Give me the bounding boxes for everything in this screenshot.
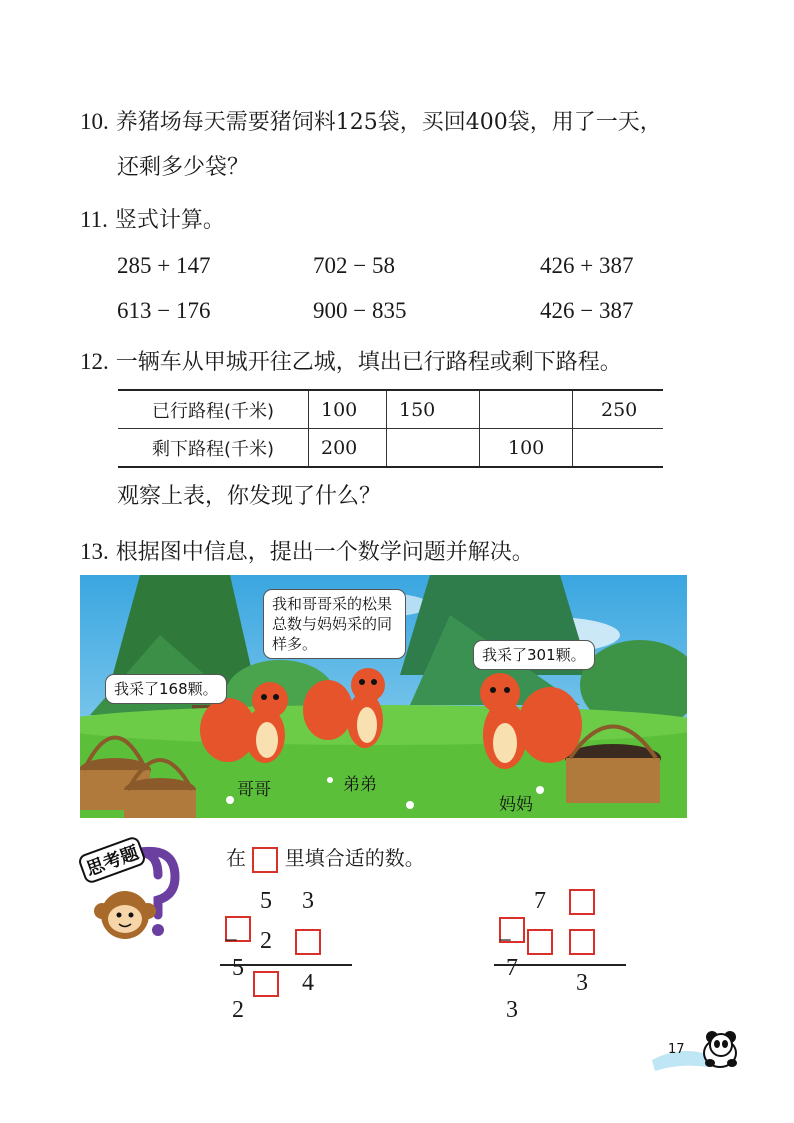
digit: 7 (506, 955, 518, 982)
left-subtraction (220, 888, 360, 1024)
q11-heading (80, 205, 225, 236)
row-head-remaining: 剩下路程(千米) (118, 429, 309, 468)
digit: 5 (232, 955, 244, 982)
table-cell: 100 (309, 390, 387, 429)
q11-expr-4: 613 − 176 (117, 298, 211, 323)
panda-icon (650, 1015, 750, 1075)
digit: 3 (576, 970, 588, 996)
q12-title: 一辆车从甲城开往乙城，填出已行路程或剩下路程。 (115, 350, 622, 375)
think-instruction (226, 843, 425, 873)
q11-expr-2: 702 − 58 (313, 253, 395, 278)
q13-number: 13. (80, 539, 109, 564)
q11-expr-6: 426 − 387 (540, 298, 634, 323)
table-cell: 250 (573, 390, 664, 429)
label-didi: 弟弟 (343, 775, 377, 795)
row-head-traveled: 已行路程(千米) (118, 390, 309, 429)
q11-number: 11. (80, 207, 108, 232)
q13-title: 根据图中信息，提出一个数学问题并解决。 (115, 540, 534, 565)
table-cell (480, 390, 573, 429)
route-table (118, 389, 663, 468)
table-cell (387, 429, 480, 468)
minus-sign: − (498, 928, 512, 954)
label-gege: 哥哥 (237, 780, 271, 800)
think-badge-label: 思考题 (77, 835, 147, 885)
q10-line1: 养猪场每天需要猪饲料125袋，买回400袋，用了一天， (115, 110, 662, 135)
q12-number: 12. (80, 349, 109, 374)
answer-box[interactable] (569, 929, 595, 955)
q10-number: 10. (80, 109, 109, 134)
answer-box[interactable] (569, 889, 595, 915)
left-bottom-row (220, 970, 360, 1024)
right-mid-row (494, 928, 634, 982)
table-row (118, 390, 663, 429)
answer-box[interactable] (253, 971, 279, 997)
speech-bubble-didi: 我和哥哥采的松果总数与妈妈采的同样多。 (263, 589, 406, 659)
instruction-pre: 在 (226, 846, 246, 870)
q12-heading (80, 347, 622, 378)
q10 (80, 107, 662, 138)
digit: 5 (260, 888, 272, 914)
table-cell: 150 (387, 390, 480, 429)
minus-sign: − (224, 928, 238, 954)
digit: 4 (302, 970, 314, 996)
instruction-post: 里填合适的数。 (284, 846, 425, 870)
answer-box[interactable] (527, 929, 553, 955)
page-number: 17 (668, 1042, 685, 1057)
speech-bubble-mama: 我采了301颗。 (473, 640, 595, 670)
digit: 3 (302, 888, 314, 914)
think-badge (80, 842, 200, 945)
q12-followup: 观察上表，你发现了什么？ (117, 484, 382, 509)
squirrel-illustration (80, 575, 687, 818)
digit: 2 (232, 997, 244, 1024)
table-cell: 100 (480, 429, 573, 468)
right-bottom-row (494, 970, 634, 1023)
speech-bubble-gege: 我采了168颗。 (105, 674, 227, 704)
answer-box[interactable] (295, 929, 321, 955)
q11-expr-1: 285 + 147 (117, 253, 211, 278)
left-top-row (220, 888, 360, 922)
table-row (118, 429, 663, 468)
table-cell (573, 429, 664, 468)
page-number-area (650, 1015, 750, 1075)
digit: 3 (506, 997, 518, 1023)
q10-line2: 还剩多少袋？ (117, 155, 250, 180)
q11-title: 竖式计算。 (114, 208, 225, 233)
q13-heading (80, 537, 534, 568)
digit: 7 (534, 888, 546, 914)
right-top-row (494, 888, 634, 922)
right-subtraction (494, 888, 634, 1023)
answer-box-icon (252, 847, 278, 873)
digit: 2 (260, 928, 272, 954)
q11-expr-5: 900 − 835 (313, 298, 407, 323)
q11-expr-3: 426 + 387 (540, 253, 634, 278)
table-cell: 200 (309, 429, 387, 468)
left-mid-row (220, 928, 360, 982)
label-mama: 妈妈 (499, 795, 533, 815)
